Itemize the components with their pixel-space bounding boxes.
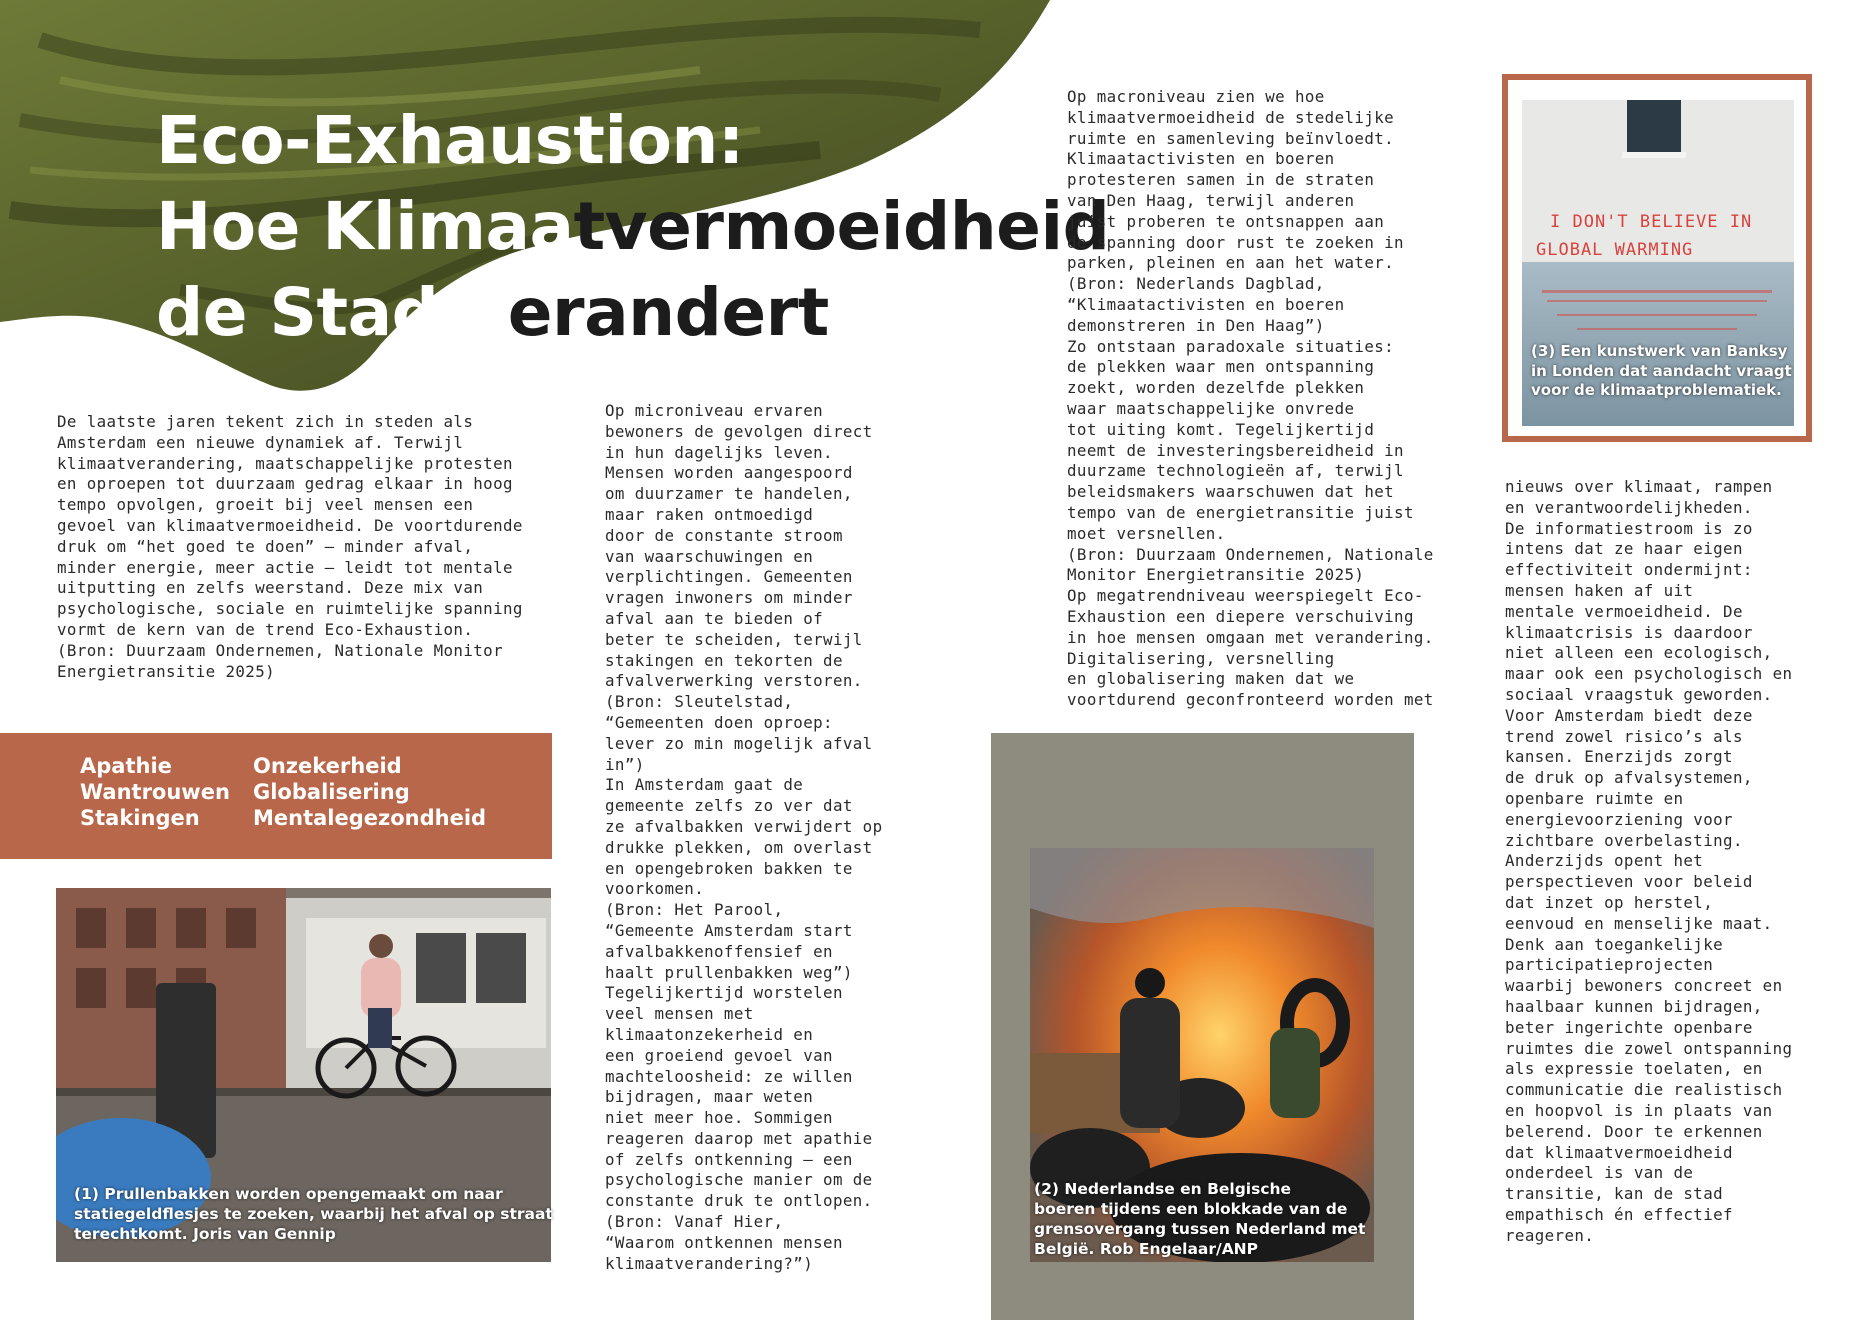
- title-line-3: de Stad Verandert: [156, 274, 829, 351]
- artwork-text-line-1: I DON'T BELIEVE IN: [1550, 212, 1753, 232]
- keyword: Wantrouwen: [80, 780, 230, 804]
- photo-caption: (1) Prullenbakken worden opengemaakt om naar statiegeldflesjes te zoeken, waarbij het afval op straat terechtkomt. Joris van Gennip: [74, 1185, 553, 1243]
- keyword: Onzekerheid: [253, 754, 402, 778]
- keyword: Stakingen: [80, 806, 200, 830]
- photo-caption: (2) Nederlandse en Belgische boeren tijdens een blokkade van de grensovergang tussen Nederland met België. Rob Engelaar/ANP: [1034, 1180, 1366, 1258]
- title-line-1: Eco-Exhaustion:: [156, 102, 744, 179]
- photo-caption: (3) Een kunstwerk van Banksy in Londen dat aandacht vraagt voor de klimaatproblematiek.: [1531, 342, 1792, 399]
- keyword: Globalisering: [253, 780, 410, 804]
- body-column-macro: Op macroniveau zien we hoe klimaatvermoeidheid de stedelijke ruimte en samenleving beïnvloedt. Klimaatactivisten en boeren protesteren samen in de straten van Den Haag, terwijl anderen juist proberen te ontsnappen aan de spanning door rust te zoeken in parken, pleinen en aan het water. (Bron: Nederlands Dagblad, “Klimaatactivisten en boeren demonstreren in Den Haag”) Zo ontstaan paradoxale situaties: de plekken waar men ontspanning zoekt, worden dezelfde plekken waar maatschappelijke onvrede tot uiting komt. Tegelijkertijd neemt de investeringsbereidheid in duurzame technologieën af, terwijl beleidsmakers waarschuwen dat het tempo van de energietransitie juist moet versnellen. (Bron: Duurzaam Ondernemen, Nationale Monitor Energietransitie 2025) Op megatrendniveau weerspiegelt Eco- Exhaustion een diepere verschuiving in hoe mensen omgaan met verandering. Digitalisering, versnelling en globalisering maken dat we voortdurend geconfronteerd worden met: [1067, 87, 1434, 710]
- keyword: Apathie: [80, 754, 172, 778]
- keyword-box: [0, 733, 552, 859]
- artwork-text-line-2: GLOBAL WARMING: [1536, 240, 1694, 260]
- keyword: Mentalegezondheid: [253, 806, 487, 830]
- title-line-2: Hoe Klimaatvermoeidheid: [156, 188, 1110, 265]
- body-column-conclusion: nieuws over klimaat, rampen en verantwoordelijkheden. De informatiestroom is zo intens dat ze haar eigen effectiviteit ondermijnt: mensen haken af uit mentale vermoeidheid. De klimaatcrisis is daardoor niet alleen een ecologisch, maar ook een psychologisch en sociaal vraagstuk geworden. Voor Amsterdam biedt deze trend zowel risico’s als kansen. Enerzijds zorgt de druk op afvalsystemen, openbare ruimte en energievoorziening voor zichtbare overbelasting. Anderzijds opent het perspectieven voor beleid dat inzet op herstel, eenvoud en menselijke maat. Denk aan toegankelijke participatieprojecten waarbij bewoners concreet en haalbaar kunnen bijdragen, beter ingerichte openbare ruimtes die zowel ontspanning als expressie toelaten, en communicatie die realistisch en hoopvol is in plaats van belerend. Door te erkennen dat klimaatvermoeidheid onderdeel is van de transitie, kan de stad empathisch én effectief reageren.: [1505, 477, 1793, 1245]
- keyword-list-right: [253, 753, 486, 831]
- body-column-intro: De laatste jaren tekent zich in steden als Amsterdam een nieuwe dynamiek af. Terwijl klimaatverandering, maatschappelijke protesten en oproepen tot duurzaam gedrag elkaar in hoog tempo opvolgen, groeit bij veel mensen een gevoel van klimaatvermoeidheid. De voortdurende druk om “het goed te doen” — minder afval, minder energie, meer actie — leidt tot mentale uitputting en zelfs weerstand. Deze mix van psychologische, sociale en ruimtelijke spanning vormt de kern van de trend Eco-Exhaustion. (Bron: Duurzaam Ondernemen, Nationale Monitor Energietransitie 2025): [57, 412, 523, 681]
- article-title: [156, 98, 1109, 356]
- keyword-list-left: [80, 753, 230, 831]
- body-column-micro: Op microniveau ervaren bewoners de gevolgen direct in hun dagelijks leven. Mensen worden aangespoord om duurzamer te handelen, maar raken ontmoedigd door de constante stroom van waarschuwingen en verplichtingen. Gemeenten vragen inwoners om minder afval aan te bieden of beter te scheiden, terwijl stakingen en tekorten de afvalverwerking verstoren. (Bron: Sleutelstad, “Gemeenten doen oproep: lever zo min mogelijk afval in”) In Amsterdam gaat de gemeente zelfs zo ver dat ze afvalbakken verwijdert op drukke plekken, om overlast en opengebroken bakken te voorkomen. (Bron: Het Parool, “Gemeente Amsterdam start afvalbakkenoffensief en haalt prullenbakken weg”) Tegelijkertijd worstelen veel mensen met klimaatonzekerheid en een groeiend gevoel van machteloosheid: ze willen bijdragen, maar weten niet meer hoe. Sommigen reageren daarop met apathie of zelfs ontkenning — een psychologische manier om de constante druk te ontlopen. (Bron: Vanaf Hier, “Waarom ontkennen mensen klimaatverandering?”): [605, 401, 883, 1273]
